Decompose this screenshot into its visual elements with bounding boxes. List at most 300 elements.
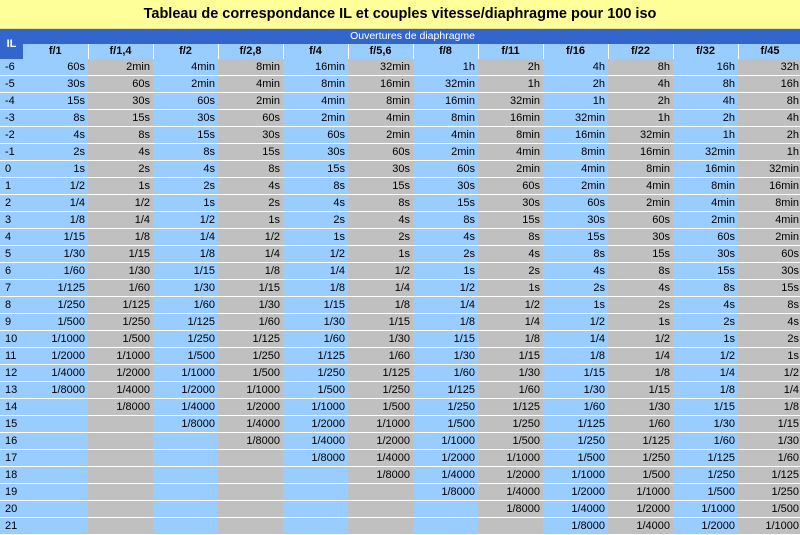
exposure-cell: 16min [413, 93, 478, 110]
aperture-header: f/11 [478, 44, 543, 59]
table-row [0, 331, 800, 348]
exposure-cell [283, 484, 348, 501]
exposure-cell: 4s [153, 161, 218, 178]
table-row [0, 501, 800, 518]
exposure-cell: 1/15 [608, 382, 673, 399]
exposure-cell: 1/250 [218, 348, 283, 365]
exposure-cell: 60s [218, 110, 283, 127]
exposure-cell [23, 416, 88, 433]
exposure-cell [283, 467, 348, 484]
table-title: Tableau de correspondance IL et couples vitesse/diaphragme pour 100 iso [0, 0, 800, 29]
exposure-cell: 1/500 [738, 501, 800, 518]
table-row [0, 144, 800, 161]
exposure-cell: 60s [738, 246, 800, 263]
exposure-cell: 4s [413, 229, 478, 246]
exposure-cell: 4s [218, 178, 283, 195]
exposure-cell: 16min [738, 178, 800, 195]
exposure-cell: 1h [478, 76, 543, 93]
exposure-cell: 1/2000 [218, 399, 283, 416]
aperture-header: f/2 [153, 44, 218, 59]
exposure-cell: 1/125 [543, 416, 608, 433]
exposure-cell: 4s [23, 127, 88, 144]
exposure-cell: 4min [543, 161, 608, 178]
exposure-cell: 4h [673, 93, 738, 110]
exposure-cell [348, 518, 413, 535]
exposure-cell: 15s [153, 127, 218, 144]
exposure-cell: 1/60 [218, 314, 283, 331]
exposure-cell [88, 501, 153, 518]
table-row [0, 195, 800, 212]
exposure-cell: 32min [543, 110, 608, 127]
exposure-cell: 32min [738, 161, 800, 178]
exposure-cell: 4min [413, 127, 478, 144]
il-value: 11 [0, 348, 23, 365]
exposure-cell: 1/8 [478, 331, 543, 348]
exposure-cell: 1/30 [283, 314, 348, 331]
exposure-cell [413, 518, 478, 535]
exposure-cell: 1/30 [153, 280, 218, 297]
exposure-cell: 1s [348, 246, 413, 263]
exposure-cell: 32min [608, 127, 673, 144]
exposure-cell: 1/2 [153, 212, 218, 229]
exposure-cell [218, 518, 283, 535]
exposure-cell: 2s [23, 144, 88, 161]
exposure-cell: 1/60 [23, 263, 88, 280]
exposure-cell: 1/125 [23, 280, 88, 297]
exposure-cell: 8s [88, 127, 153, 144]
exposure-cell: 1h [608, 110, 673, 127]
exposure-cell: 1/4 [283, 263, 348, 280]
exposure-cell: 1/2000 [348, 433, 413, 450]
exposure-cell: 1/500 [478, 433, 543, 450]
exposure-cell: 1/500 [348, 399, 413, 416]
il-value: 4 [0, 229, 23, 246]
exposure-cell: 1/15 [478, 348, 543, 365]
exposure-cell: 4min [218, 76, 283, 93]
exposure-cell: 4s [673, 297, 738, 314]
exposure-cell: 1/1000 [673, 501, 738, 518]
exposure-cell: 16min [543, 127, 608, 144]
exposure-cell: 1/15 [738, 416, 800, 433]
exposure-cell: 1/2 [673, 348, 738, 365]
il-value: 10 [0, 331, 23, 348]
exposure-cell: 1/4 [478, 314, 543, 331]
exposure-cell: 1/15 [673, 399, 738, 416]
exposure-cell: 1/4000 [543, 501, 608, 518]
exposure-cell: 1/500 [218, 365, 283, 382]
exposure-cell [218, 450, 283, 467]
exposure-cell: 2min [413, 144, 478, 161]
exposure-cell: 1/4000 [23, 365, 88, 382]
exposure-cell: 1/8 [673, 382, 738, 399]
exposure-cell [348, 484, 413, 501]
exposure-cell: 4min [153, 59, 218, 76]
exposure-cell: 60s [673, 229, 738, 246]
exposure-cell: 1/1000 [23, 331, 88, 348]
exposure-cell: 1/15 [23, 229, 88, 246]
exposure-cell: 2s [218, 195, 283, 212]
il-value: 9 [0, 314, 23, 331]
exposure-cell [23, 501, 88, 518]
exposure-cell: 8min [738, 195, 800, 212]
exposure-cell: 16min [608, 144, 673, 161]
table-row [0, 382, 800, 399]
exposure-cell: 1/500 [88, 331, 153, 348]
exposure-cell: 1/1000 [88, 348, 153, 365]
exposure-cell [23, 467, 88, 484]
exposure-cell: 8min [413, 110, 478, 127]
exposure-cell: 1/2 [23, 178, 88, 195]
exposure-cell: 4h [738, 110, 800, 127]
apertures-caption: Ouvertures de diaphragme [23, 29, 800, 44]
exposure-cell: 2min [153, 76, 218, 93]
exposure-cell [283, 501, 348, 518]
exposure-cell: 1/4000 [88, 382, 153, 399]
table-row [0, 484, 800, 501]
exposure-cell: 1/250 [543, 433, 608, 450]
exposure-cell: 2h [673, 110, 738, 127]
il-value: 21 [0, 518, 23, 535]
il-value: -1 [0, 144, 23, 161]
exposure-cell: 8s [283, 178, 348, 195]
exposure-cell: 8h [738, 93, 800, 110]
exposure-cell: 30s [478, 195, 543, 212]
exposure-cell [88, 450, 153, 467]
exposure-cell: 1/8 [153, 246, 218, 263]
table-body [0, 59, 800, 535]
exposure-cell: 2s [348, 229, 413, 246]
exposure-cell: 8s [413, 212, 478, 229]
exposure-cell: 16min [348, 76, 413, 93]
il-value: -4 [0, 93, 23, 110]
exposure-cell: 1/250 [413, 399, 478, 416]
exposure-cell: 60s [283, 127, 348, 144]
aperture-header: f/2,8 [218, 44, 283, 59]
il-value: 1 [0, 178, 23, 195]
exposure-cell: 1/15 [543, 365, 608, 382]
exposure-cell: 1/1000 [218, 382, 283, 399]
table-row [0, 433, 800, 450]
exposure-cell: 1/125 [88, 297, 153, 314]
exposure-cell: 2min [608, 195, 673, 212]
table-row [0, 212, 800, 229]
exposure-cell: 1/500 [283, 382, 348, 399]
exposure-cell: 1/250 [348, 382, 413, 399]
exposure-cell: 2min [543, 178, 608, 195]
exposure-cell: 60s [413, 161, 478, 178]
exposure-cell: 8min [608, 161, 673, 178]
exposure-cell: 1/4 [738, 382, 800, 399]
exposure-cell: 1h [673, 127, 738, 144]
exposure-cell: 4s [608, 280, 673, 297]
exposure-cell: 1/30 [23, 246, 88, 263]
il-value: 5 [0, 246, 23, 263]
exposure-cell: 1/4000 [608, 518, 673, 535]
exposure-cell: 15s [673, 263, 738, 280]
exposure-table [0, 29, 800, 535]
exposure-cell: 1/8000 [413, 484, 478, 501]
table-row [0, 263, 800, 280]
exposure-cell: 1/250 [153, 331, 218, 348]
exposure-cell: 4s [88, 144, 153, 161]
exposure-cell: 8s [608, 263, 673, 280]
exposure-cell: 2s [608, 297, 673, 314]
exposure-cell: 1/4000 [218, 416, 283, 433]
exposure-cell: 2h [608, 93, 673, 110]
exposure-cell: 1/1000 [413, 433, 478, 450]
exposure-cell: 30s [413, 178, 478, 195]
exposure-cell: 1/2000 [23, 348, 88, 365]
exposure-cell: 8s [23, 110, 88, 127]
exposure-cell: 1/8 [218, 263, 283, 280]
exposure-cell: 32min [348, 59, 413, 76]
exposure-cell: 1/8 [543, 348, 608, 365]
exposure-cell: 1/125 [478, 399, 543, 416]
exposure-cell: 1/60 [738, 450, 800, 467]
exposure-cell: 1/250 [283, 365, 348, 382]
exposure-cell: 30s [738, 263, 800, 280]
exposure-cell: 1/8000 [23, 382, 88, 399]
il-value: 7 [0, 280, 23, 297]
exposure-cell: 1s [673, 331, 738, 348]
exposure-cell: 8s [543, 246, 608, 263]
exposure-cell: 1/2 [478, 297, 543, 314]
exposure-cell: 30s [543, 212, 608, 229]
exposure-cell: 1/125 [348, 365, 413, 382]
il-value: 15 [0, 416, 23, 433]
il-value: 2 [0, 195, 23, 212]
exposure-cell: 1/1000 [738, 518, 800, 535]
exposure-cell: 4min [283, 93, 348, 110]
exposure-cell: 15s [413, 195, 478, 212]
aperture-header: f/22 [608, 44, 673, 59]
exposure-cell [88, 518, 153, 535]
exposure-cell: 16min [478, 110, 543, 127]
il-value: -5 [0, 76, 23, 93]
exposure-cell: 1/125 [673, 450, 738, 467]
exposure-cell: 1/4000 [283, 433, 348, 450]
exposure-cell [218, 467, 283, 484]
exposure-cell [23, 484, 88, 501]
exposure-cell: 1/4 [413, 297, 478, 314]
exposure-cell: 2s [153, 178, 218, 195]
exposure-cell: 16h [673, 59, 738, 76]
il-value: 0 [0, 161, 23, 178]
exposure-cell: 1/125 [738, 467, 800, 484]
exposure-cell [153, 467, 218, 484]
exposure-cell: 1/60 [478, 382, 543, 399]
il-value: 3 [0, 212, 23, 229]
exposure-cell: 4min [673, 195, 738, 212]
exposure-cell: 1/125 [283, 348, 348, 365]
il-value: 20 [0, 501, 23, 518]
table-row [0, 399, 800, 416]
exposure-cell [88, 416, 153, 433]
exposure-cell [153, 484, 218, 501]
exposure-cell [153, 518, 218, 535]
table-row [0, 110, 800, 127]
table-row [0, 467, 800, 484]
exposure-cell: 15s [738, 280, 800, 297]
exposure-cell: 8s [218, 161, 283, 178]
exposure-cell: 1s [283, 229, 348, 246]
exposure-cell [218, 484, 283, 501]
table-row [0, 127, 800, 144]
exposure-cell: 1/15 [218, 280, 283, 297]
exposure-cell: 15s [88, 110, 153, 127]
exposure-cell: 2min [478, 161, 543, 178]
exposure-cell: 1/2 [413, 280, 478, 297]
exposure-cell: 1/8000 [283, 450, 348, 467]
exposure-cell: 1/8 [608, 365, 673, 382]
exposure-cell: 60s [348, 144, 413, 161]
exposure-cell: 30s [283, 144, 348, 161]
aperture-header: f/45 [738, 44, 800, 59]
exposure-cell: 2min [88, 59, 153, 76]
exposure-cell: 30s [218, 127, 283, 144]
aperture-header: f/32 [673, 44, 738, 59]
exposure-cell: 2min [738, 229, 800, 246]
exposure-cell [88, 467, 153, 484]
il-value: 13 [0, 382, 23, 399]
exposure-cell: 30s [348, 161, 413, 178]
exposure-cell: 1/2 [738, 365, 800, 382]
exposure-cell: 4min [738, 212, 800, 229]
exposure-cell [23, 450, 88, 467]
exposure-cell: 1/15 [153, 263, 218, 280]
exposure-cell: 2min [218, 93, 283, 110]
exposure-cell: 1/2000 [608, 501, 673, 518]
exposure-cell: 8min [543, 144, 608, 161]
exposure-cell: 1/2000 [673, 518, 738, 535]
aperture-header: f/1,4 [88, 44, 153, 59]
exposure-cell: 1/30 [413, 348, 478, 365]
exposure-cell: 8s [673, 280, 738, 297]
exposure-cell: 1/250 [88, 314, 153, 331]
table-row [0, 348, 800, 365]
exposure-cell: 4s [543, 263, 608, 280]
il-value: 8 [0, 297, 23, 314]
exposure-cell: 60s [608, 212, 673, 229]
il-value: 18 [0, 467, 23, 484]
exposure-cell: 30s [153, 110, 218, 127]
exposure-cell: 1s [608, 314, 673, 331]
exposure-cell: 4h [608, 76, 673, 93]
exposure-cell: 1/250 [608, 450, 673, 467]
il-value: -2 [0, 127, 23, 144]
exposure-cell: 2s [673, 314, 738, 331]
exposure-cell: 1/4000 [478, 484, 543, 501]
exposure-cell: 1/30 [478, 365, 543, 382]
exposure-cell: 1/4 [218, 246, 283, 263]
exposure-cell: 30s [88, 93, 153, 110]
exposure-cell: 2s [283, 212, 348, 229]
exposure-cell: 8s [348, 195, 413, 212]
exposure-cell: 60s [478, 178, 543, 195]
exposure-cell [88, 484, 153, 501]
exposure-cell [23, 399, 88, 416]
exposure-cell: 1/125 [153, 314, 218, 331]
exposure-cell: 1/15 [348, 314, 413, 331]
exposure-cell: 1/15 [413, 331, 478, 348]
exposure-cell: 4s [738, 314, 800, 331]
exposure-cell: 1/2000 [153, 382, 218, 399]
exposure-cell: 1s [218, 212, 283, 229]
exposure-cell: 60s [88, 76, 153, 93]
exposure-cell [23, 433, 88, 450]
table-row [0, 450, 800, 467]
exposure-cell: 1/60 [413, 365, 478, 382]
exposure-cell: 4s [283, 195, 348, 212]
exposure-cell: 1/2 [608, 331, 673, 348]
exposure-cell: 1/4 [23, 195, 88, 212]
exposure-cell: 16min [673, 161, 738, 178]
exposure-cell: 2min [348, 127, 413, 144]
exposure-cell: 1/500 [608, 467, 673, 484]
exposure-cell: 2s [738, 331, 800, 348]
exposure-cell: 1/8 [88, 229, 153, 246]
exposure-cell: 60s [153, 93, 218, 110]
aperture-header: f/4 [283, 44, 348, 59]
exposure-cell [153, 450, 218, 467]
exposure-cell: 1/4 [348, 280, 413, 297]
table-row [0, 280, 800, 297]
exposure-cell: 15s [283, 161, 348, 178]
exposure-cell: 15s [218, 144, 283, 161]
exposure-cell: 1s [738, 348, 800, 365]
exposure-cell: 1s [543, 297, 608, 314]
exposure-cell: 1/60 [543, 399, 608, 416]
header-row-caption [0, 29, 800, 44]
exposure-cell: 32h [738, 59, 800, 76]
exposure-cell: 1s [478, 280, 543, 297]
exposure-cell: 1/60 [88, 280, 153, 297]
exposure-cell: 2h [478, 59, 543, 76]
exposure-cell: 1/2000 [413, 450, 478, 467]
table-row [0, 314, 800, 331]
exposure-cell: 1h [543, 93, 608, 110]
table-row [0, 59, 800, 76]
exposure-cell: 1/2 [283, 246, 348, 263]
exposure-cell: 4s [348, 212, 413, 229]
exposure-cell: 1/8 [348, 297, 413, 314]
exposure-cell: 1/30 [543, 382, 608, 399]
exposure-cell: 1/8000 [348, 467, 413, 484]
exposure-cell: 1/1000 [608, 484, 673, 501]
exposure-cell: 1/1000 [153, 365, 218, 382]
table-row [0, 297, 800, 314]
exposure-cell: 8min [218, 59, 283, 76]
exposure-cell: 1/60 [608, 416, 673, 433]
exposure-cell: 1/2000 [88, 365, 153, 382]
exposure-cell: 2s [413, 246, 478, 263]
exposure-cell: 1/2000 [478, 467, 543, 484]
exposure-cell: 1/1000 [543, 467, 608, 484]
exposure-cell: 15s [543, 229, 608, 246]
exposure-cell: 8min [673, 178, 738, 195]
exposure-cell: 1/500 [23, 314, 88, 331]
exposure-cell: 1/2000 [283, 416, 348, 433]
exposure-cell [413, 501, 478, 518]
exposure-cell: 1/15 [88, 246, 153, 263]
exposure-cell: 1/8000 [218, 433, 283, 450]
il-value: 14 [0, 399, 23, 416]
exposure-cell: 1/60 [673, 433, 738, 450]
exposure-cell [283, 518, 348, 535]
exposure-cell: 15s [478, 212, 543, 229]
exposure-cell: 2min [283, 110, 348, 127]
header-row-apertures [0, 44, 800, 59]
